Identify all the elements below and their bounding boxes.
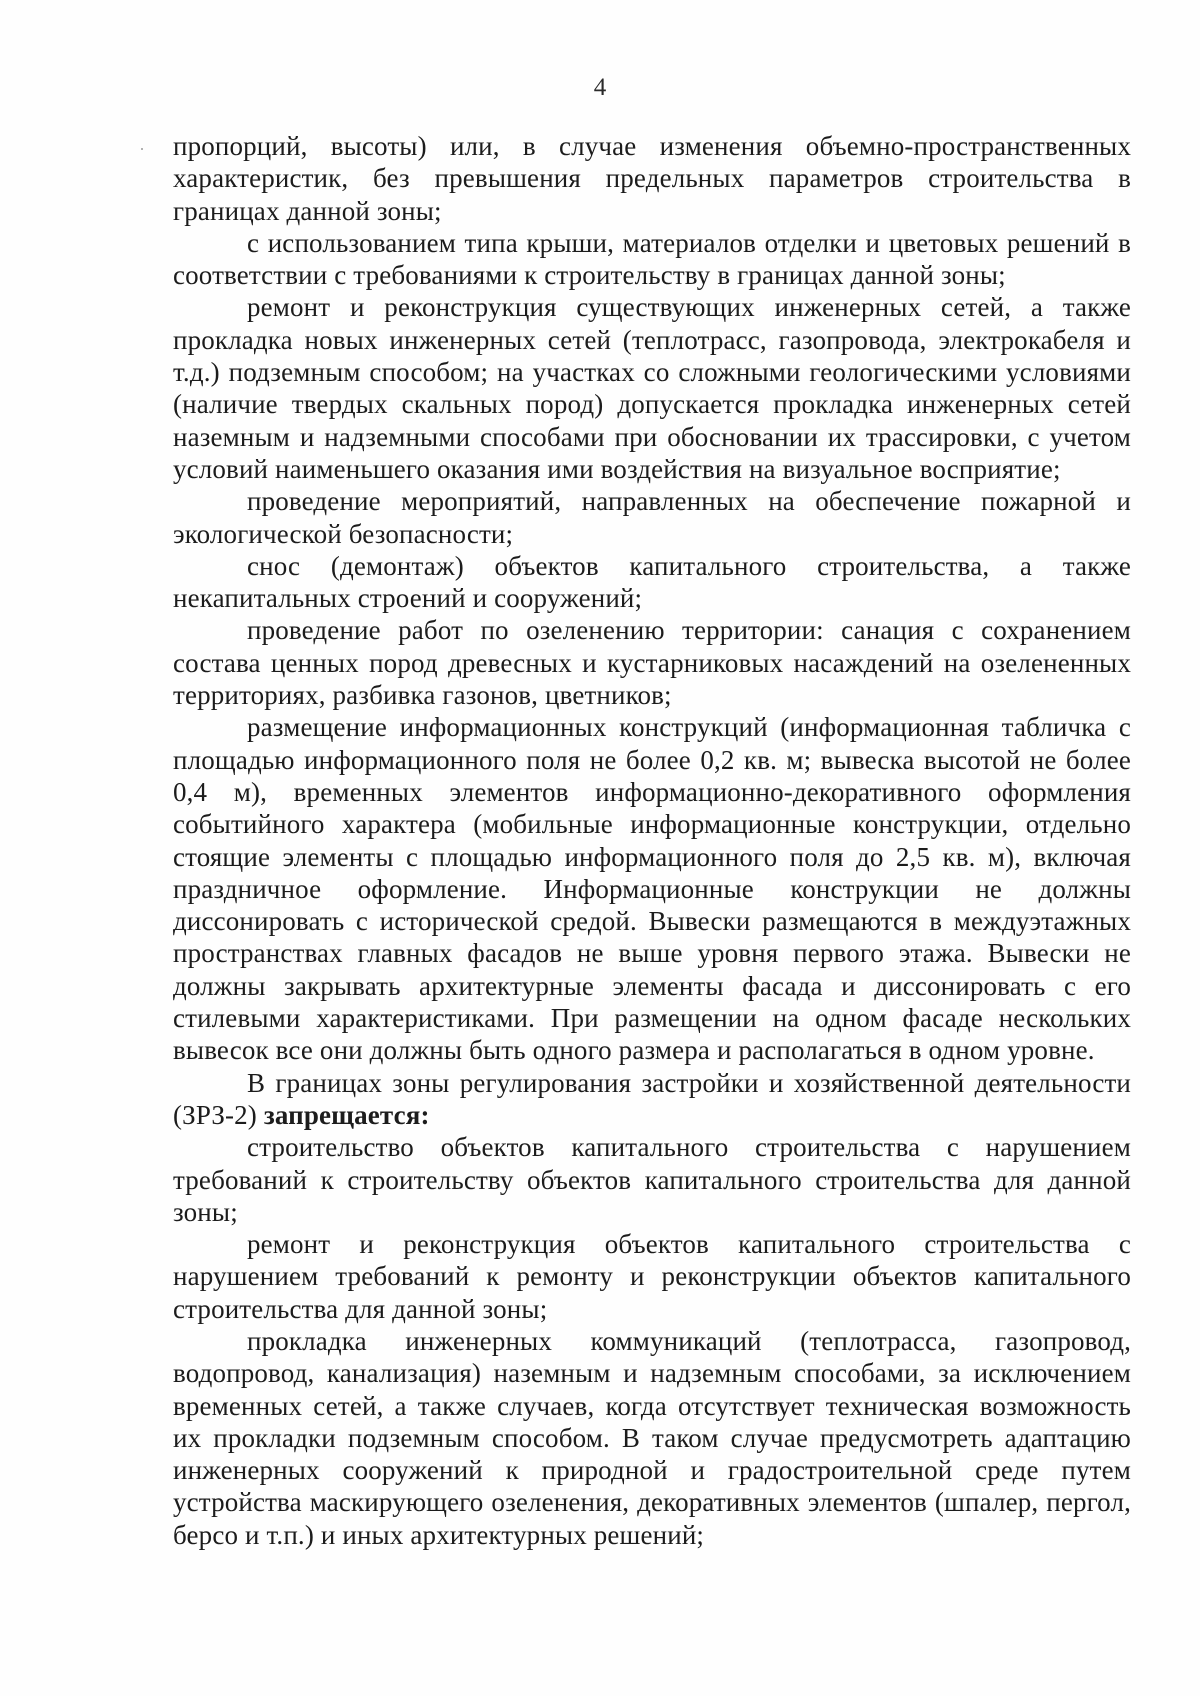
paragraph-continuation: пропорций, высоты) или, в случае изменения объемно-пространственных характеристик, без превышения предельных параметров строительства в границах данной зоны; (173, 131, 1131, 226)
prohibited-item-repair: ремонт и реконструкция объектов капитального строительства с нарушением требований к ремонту и реконструкции объектов капитального строительства для данной зоны; (173, 1229, 1131, 1324)
prohibited-item-construction: строительство объектов капитального строительства с нарушением требований к строительству объектов капитального строительства для данной зоны; (173, 1132, 1131, 1227)
prohibited-item-communications: прокладка инженерных коммуникаций (теплотрасса, газопровод, водопровод, канализация) наземным и надземным способами, за исключением временных сетей, а также случаев, когда отсутствует техническая возможность их прокладки подземным способом. В таком случае предусмотреть адаптацию инженерных сооружений к природной и градостроительной среде путем устройства маскирующего озеленения, декоративных элементов (шпалер, пергол, берсо и т.п.) и иных архитектурных решений; (173, 1325, 1131, 1550)
paragraph-landscaping: проведение работ по озеленению территории: санация с сохранением состава ценных пород древесных и кустарниковых насаждений на озелененных территориях, разбивка газонов, цветников; (173, 615, 1131, 711)
zone-heading-paragraph (173, 1067, 1131, 1132)
paragraph-demolition: снос (демонтаж) объектов капитального строительства, а также некапитальных строений и сооружений; (173, 550, 1131, 614)
paragraph-engineering-networks: ремонт и реконструкция существующих инженерных сетей, а также прокладка новых инженерных сетей (теплотрасс, газопровода, электрокабеля и т.д.) подземным способом; на участках со сложными геологическими условиями (наличие твердых скальных пород) допускается прокладка инженерных сетей наземным и надземными способами при обосновании их трассировки, с учетом условий наименьшего оказания ими воздействия на визуальное восприятие; (173, 292, 1131, 484)
page-number: 4 (593, 74, 607, 101)
scan-artifact (141, 148, 143, 150)
document-body (173, 130, 1131, 1551)
paragraph-roof-materials: с использованием типа крыши, материалов отделки и цветовых решений в соответствии с требованиями к строительству в границах данной зоны; (173, 227, 1131, 291)
zone-heading-bold: запрещается: (263, 1099, 430, 1130)
paragraph-fire-safety: проведение мероприятий, направленных на обеспечение пожарной и экологической безопасности; (173, 486, 1131, 549)
paragraph-information-structures: размещение информационных конструкций (информационная табличка с площадью информационного поля не более 0,2 кв. м; вывеска высотой не более 0,4 м), временных элементов информационно-декоративного оформления событийного характера (мобильные информационные конструкции, отдельно стоящие элементы с площадью информационного поля до 2,5 кв. м), включая праздничное оформление. Информационные конструкции не должны диссонировать с исторической средой. Вывески размещаются в междуэтажных пространствах главных фасадов не выше уровня первого этажа. Вывески не должны закрывать архитектурные элементы фасада и диссонировать с его стилевыми характеристиками. При размещении на одном фасаде нескольких вывесок все они должны быть одного размера и располагаться в одном уровне. (173, 712, 1131, 1066)
zone-heading-text: В границах зоны регулирования застройки и хозяйственной деятельности (ЗРЗ-2) (173, 1067, 1131, 1130)
